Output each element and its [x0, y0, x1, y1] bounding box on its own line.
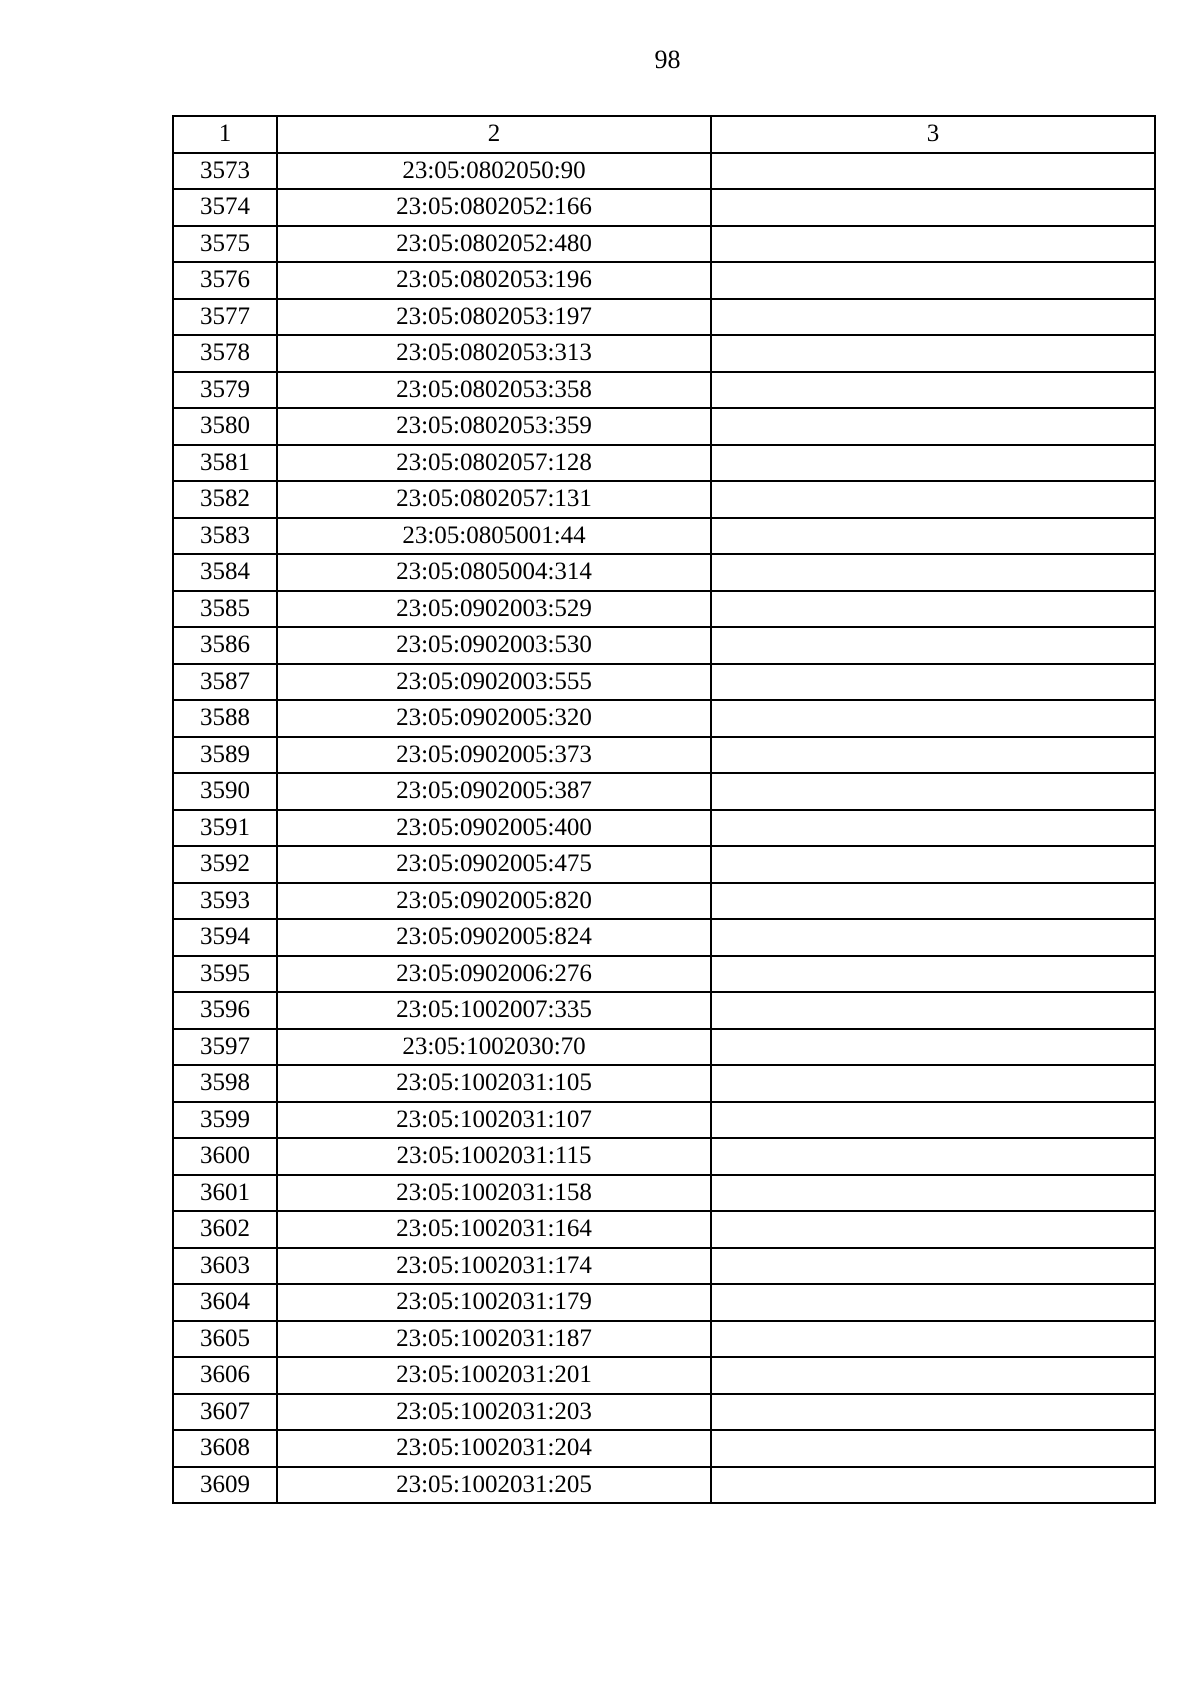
row-number-cell: 3597 [173, 1029, 277, 1066]
row-number-cell: 3588 [173, 700, 277, 737]
row-number-cell: 3601 [173, 1175, 277, 1212]
note-cell [711, 481, 1155, 518]
row-number-cell: 3576 [173, 262, 277, 299]
cadastral-number-cell: 23:05:1002030:70 [277, 1029, 711, 1066]
table-row [173, 1029, 1155, 1066]
table-row [173, 627, 1155, 664]
data-table [172, 115, 1156, 1504]
note-cell [711, 262, 1155, 299]
note-cell [711, 737, 1155, 774]
note-cell [711, 883, 1155, 920]
row-number-cell: 3603 [173, 1248, 277, 1285]
cadastral-number-cell: 23:05:0805004:314 [277, 554, 711, 591]
row-number-cell: 3580 [173, 408, 277, 445]
table-row [173, 481, 1155, 518]
cadastral-number-cell: 23:05:1002031:158 [277, 1175, 711, 1212]
cadastral-number-cell: 23:05:0802053:359 [277, 408, 711, 445]
table-row [173, 299, 1155, 336]
cadastral-number-cell: 23:05:0902005:475 [277, 846, 711, 883]
cadastral-number-cell: 23:05:0902003:530 [277, 627, 711, 664]
row-number-cell: 3590 [173, 773, 277, 810]
row-number-cell: 3593 [173, 883, 277, 920]
row-number-cell: 3584 [173, 554, 277, 591]
row-number-cell: 3573 [173, 153, 277, 190]
note-cell [711, 1029, 1155, 1066]
note-cell [711, 919, 1155, 956]
cadastral-number-cell: 23:05:1002031:164 [277, 1211, 711, 1248]
row-number-cell: 3606 [173, 1357, 277, 1394]
cadastral-number-cell: 23:05:0902005:824 [277, 919, 711, 956]
table-row [173, 189, 1155, 226]
table-row [173, 919, 1155, 956]
row-number-cell: 3577 [173, 299, 277, 336]
cadastral-number-cell: 23:05:0802057:131 [277, 481, 711, 518]
cadastral-number-cell: 23:05:1002031:187 [277, 1321, 711, 1358]
table-row [173, 664, 1155, 701]
note-cell [711, 1102, 1155, 1139]
cadastral-number-cell: 23:05:0802057:128 [277, 445, 711, 482]
note-cell [711, 372, 1155, 409]
cadastral-number-cell: 23:05:1002031:115 [277, 1138, 711, 1175]
cadastral-number-cell: 23:05:1002031:107 [277, 1102, 711, 1139]
note-cell [711, 408, 1155, 445]
cadastral-number-cell: 23:05:0802053:197 [277, 299, 711, 336]
row-number-cell: 3595 [173, 956, 277, 993]
note-cell [711, 1248, 1155, 1285]
table-row [173, 1357, 1155, 1394]
table-row [173, 518, 1155, 555]
table-row [173, 992, 1155, 1029]
table-row [173, 153, 1155, 190]
note-cell [711, 1357, 1155, 1394]
note-cell [711, 153, 1155, 190]
cadastral-number-cell: 23:05:0902005:387 [277, 773, 711, 810]
cadastral-number-cell: 23:05:1002031:174 [277, 1248, 711, 1285]
cadastral-number-cell: 23:05:0902005:400 [277, 810, 711, 847]
row-number-cell: 3582 [173, 481, 277, 518]
note-cell [711, 700, 1155, 737]
note-cell [711, 1467, 1155, 1504]
note-cell [711, 810, 1155, 847]
table-row [173, 591, 1155, 628]
cadastral-number-cell: 23:05:0902005:820 [277, 883, 711, 920]
row-number-cell: 3574 [173, 189, 277, 226]
table-row [173, 445, 1155, 482]
page-number: 98 [654, 45, 681, 74]
note-cell [711, 1284, 1155, 1321]
table-row [173, 1211, 1155, 1248]
cadastral-number-cell: 23:05:1002031:204 [277, 1430, 711, 1467]
note-cell [711, 1138, 1155, 1175]
cadastral-number-cell: 23:05:0902003:529 [277, 591, 711, 628]
row-number-cell: 3604 [173, 1284, 277, 1321]
note-cell [711, 299, 1155, 336]
note-cell [711, 189, 1155, 226]
note-cell [711, 335, 1155, 372]
note-cell [711, 1175, 1155, 1212]
table-row [173, 408, 1155, 445]
row-number-cell: 3594 [173, 919, 277, 956]
note-cell [711, 554, 1155, 591]
table-row [173, 737, 1155, 774]
row-number-cell: 3578 [173, 335, 277, 372]
note-cell [711, 518, 1155, 555]
cadastral-number-cell: 23:05:0802052:166 [277, 189, 711, 226]
note-cell [711, 591, 1155, 628]
cadastral-number-cell: 23:05:1002007:335 [277, 992, 711, 1029]
row-number-cell: 3600 [173, 1138, 277, 1175]
table-row [173, 700, 1155, 737]
row-number-cell: 3596 [173, 992, 277, 1029]
cadastral-number-cell: 23:05:0802053:313 [277, 335, 711, 372]
table-row [173, 883, 1155, 920]
table-row [173, 1102, 1155, 1139]
row-number-cell: 3579 [173, 372, 277, 409]
note-cell [711, 1211, 1155, 1248]
row-number-cell: 3587 [173, 664, 277, 701]
row-number-cell: 3575 [173, 226, 277, 263]
table-row [173, 773, 1155, 810]
row-number-cell: 3581 [173, 445, 277, 482]
table-row [173, 335, 1155, 372]
cadastral-number-cell: 23:05:0902005:373 [277, 737, 711, 774]
table-row [173, 1138, 1155, 1175]
row-number-cell: 3586 [173, 627, 277, 664]
row-number-cell: 3591 [173, 810, 277, 847]
note-cell [711, 1321, 1155, 1358]
cadastral-number-cell: 23:05:0802053:196 [277, 262, 711, 299]
note-cell [711, 445, 1155, 482]
table-row [173, 846, 1155, 883]
cadastral-number-cell: 23:05:1002031:105 [277, 1065, 711, 1102]
table-row [173, 1430, 1155, 1467]
note-cell [711, 1430, 1155, 1467]
column-header-2: 2 [277, 116, 711, 153]
table-row [173, 810, 1155, 847]
row-number-cell: 3583 [173, 518, 277, 555]
note-cell [711, 846, 1155, 883]
cadastral-number-cell: 23:05:0802053:358 [277, 372, 711, 409]
note-cell [711, 956, 1155, 993]
note-cell [711, 992, 1155, 1029]
row-number-cell: 3605 [173, 1321, 277, 1358]
cadastral-number-cell: 23:05:0802052:480 [277, 226, 711, 263]
row-number-cell: 3609 [173, 1467, 277, 1504]
row-number-cell: 3602 [173, 1211, 277, 1248]
cadastral-number-cell: 23:05:0902006:276 [277, 956, 711, 993]
table-row [173, 1394, 1155, 1431]
table-row [173, 554, 1155, 591]
cadastral-number-cell: 23:05:0902003:555 [277, 664, 711, 701]
row-number-cell: 3598 [173, 1065, 277, 1102]
table-row [173, 262, 1155, 299]
row-number-cell: 3589 [173, 737, 277, 774]
table-row [173, 1284, 1155, 1321]
row-number-cell: 3592 [173, 846, 277, 883]
row-number-cell: 3608 [173, 1430, 277, 1467]
cadastral-number-cell: 23:05:1002031:205 [277, 1467, 711, 1504]
row-number-cell: 3599 [173, 1102, 277, 1139]
column-header-3: 3 [711, 116, 1155, 153]
table-row [173, 956, 1155, 993]
cadastral-number-cell: 23:05:0902005:320 [277, 700, 711, 737]
table-header-row [173, 116, 1155, 153]
table-row [173, 372, 1155, 409]
table-row [173, 1321, 1155, 1358]
row-number-cell: 3585 [173, 591, 277, 628]
note-cell [711, 1065, 1155, 1102]
cadastral-number-cell: 23:05:0805001:44 [277, 518, 711, 555]
cadastral-number-cell: 23:05:1002031:201 [277, 1357, 711, 1394]
note-cell [711, 1394, 1155, 1431]
table-row [173, 226, 1155, 263]
note-cell [711, 226, 1155, 263]
table-row [173, 1065, 1155, 1102]
table-row [173, 1175, 1155, 1212]
table-row [173, 1248, 1155, 1285]
row-number-cell: 3607 [173, 1394, 277, 1431]
note-cell [711, 627, 1155, 664]
table-row [173, 1467, 1155, 1504]
cadastral-number-cell: 23:05:0802050:90 [277, 153, 711, 190]
cadastral-number-cell: 23:05:1002031:179 [277, 1284, 711, 1321]
cadastral-number-cell: 23:05:1002031:203 [277, 1394, 711, 1431]
column-header-1: 1 [173, 116, 277, 153]
table-body [173, 153, 1155, 1504]
note-cell [711, 664, 1155, 701]
note-cell [711, 773, 1155, 810]
